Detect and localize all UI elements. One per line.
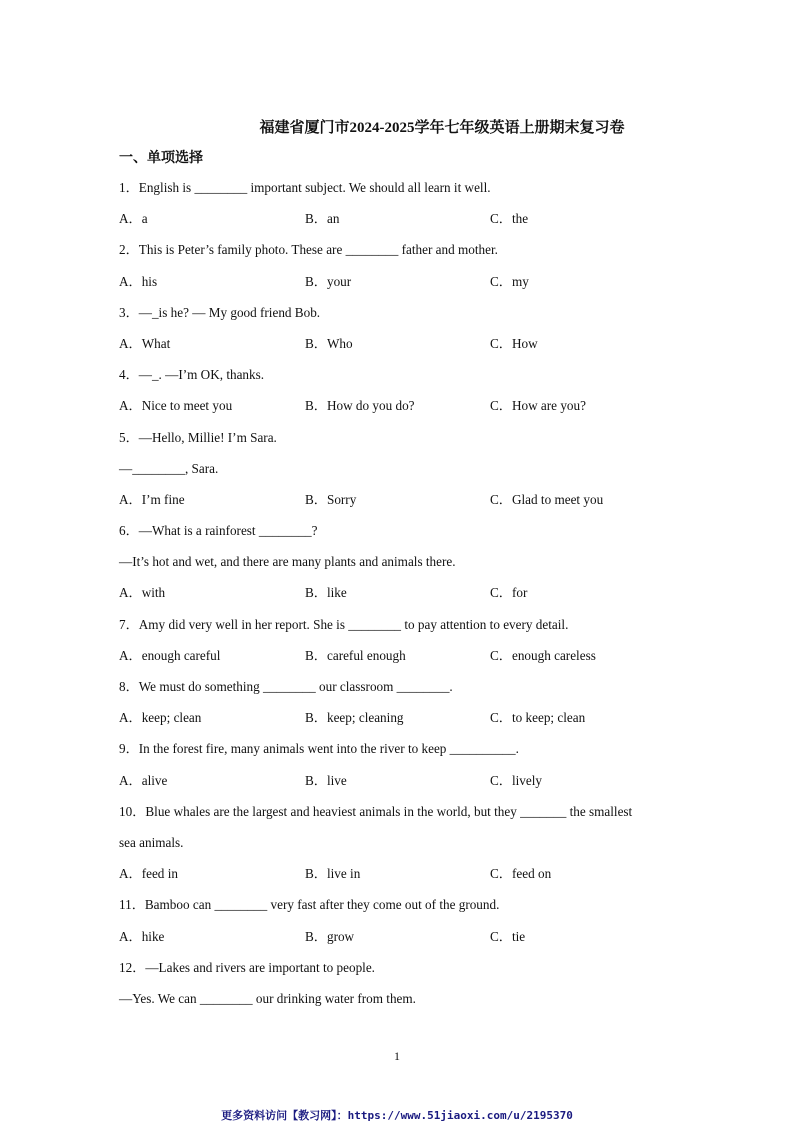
question-text: —________, Sara. [119, 460, 219, 476]
answer-option: A．with [119, 585, 166, 601]
answer-option: B．careful enough [305, 647, 406, 663]
question-text: 3．—_is he? — My good friend Bob. [119, 304, 321, 320]
question-text: —Yes. We can ________ our drinking water from them. [119, 990, 416, 1006]
question-item [119, 738, 689, 800]
page-number: 1 [394, 1049, 400, 1063]
question-text: 1．English is ________ important subject. We should all learn it well. [119, 180, 491, 195]
question-item [119, 239, 689, 301]
question-text: 9．In the forest fire, many animals went into the river to keep __________. [119, 741, 519, 757]
answer-option: A．keep; clean [119, 710, 202, 726]
question-item [119, 801, 689, 895]
question-item [119, 177, 689, 239]
answer-option: C．enough careless [490, 647, 596, 663]
options-row [119, 645, 689, 676]
answer-option: A．his [119, 273, 158, 289]
answer-option: B．your [305, 273, 352, 289]
question-item [119, 957, 689, 1019]
question-item [119, 520, 689, 614]
answer-option: A．hike [119, 928, 165, 944]
answer-option: C．for [490, 585, 528, 601]
answer-option: B．Sorry [305, 491, 357, 507]
options-row [119, 770, 689, 801]
answer-option: C．feed on [490, 866, 552, 882]
footer-link[interactable]: 更多资料访问【教习网】：https://www.51jiaoxi.com/u/2195370 [221, 1109, 573, 1122]
answer-option: B．keep; cleaning [305, 710, 404, 726]
answer-option: A．What [119, 335, 171, 351]
options-row [119, 395, 689, 426]
options-row [119, 333, 689, 364]
answer-option: C．the [490, 211, 529, 227]
options-row [119, 582, 689, 613]
question-text: sea animals. [119, 834, 184, 850]
answer-option: C．to keep; clean [490, 710, 586, 726]
answer-option: A．I’m fine [119, 491, 185, 507]
answer-option: C．my [490, 273, 529, 289]
answer-option: C．How are you? [490, 398, 586, 414]
options-row [119, 271, 689, 302]
question-text: 7．Amy did very well in her report. She is ________ to pay attention to every detail. [119, 616, 569, 632]
question-text: 5．—Hello, Millie! I’m Sara. [119, 429, 277, 445]
question-text: 4．—_. —I’m OK, thanks. [119, 367, 265, 383]
question-item [119, 614, 689, 676]
question-text: 11．Bamboo can ________ very fast after they come out of the ground. [119, 897, 500, 913]
answer-option: C．lively [490, 772, 543, 788]
section-heading: 一、单项选择 [119, 151, 203, 166]
question-text: 6．—What is a rainforest ________? [119, 523, 318, 539]
answer-option: B．like [305, 585, 347, 601]
question-item [119, 676, 689, 738]
options-row [119, 863, 689, 894]
options-row [119, 208, 689, 239]
answer-option: C．tie [490, 928, 526, 944]
question-text: —It’s hot and wet, and there are many plants and animals there. [119, 554, 456, 570]
question-item [119, 427, 689, 521]
answer-option: B．grow [305, 928, 355, 944]
answer-option: A．a [119, 211, 148, 227]
options-row [119, 926, 689, 957]
answer-option: C．How [490, 335, 538, 351]
answer-option: C．Glad to meet you [490, 491, 604, 507]
question-text: 10．Blue whales are the largest and heaviest animals in the world, but they _______ the smallest [119, 803, 633, 819]
question-item [119, 302, 689, 364]
answer-option: A．enough careful [119, 647, 221, 663]
options-row [119, 489, 689, 520]
answer-option: B．live [305, 772, 347, 788]
options-row [119, 707, 689, 738]
answer-option: B．live in [305, 866, 361, 882]
question-text: 12．—Lakes and rivers are important to people. [119, 959, 375, 975]
question-text: 2．This is Peter’s family photo. These are ________ father and mother. [119, 242, 498, 258]
question-item [119, 364, 689, 426]
question-item [119, 894, 689, 956]
document-title: 福建省厦门市2024-2025学年七年级英语上册期末复习卷 [259, 120, 625, 136]
answer-option: B．Who [305, 335, 353, 351]
answer-option: A．Nice to meet you [119, 398, 233, 414]
question-text: 8．We must do something ________ our classroom ________. [119, 679, 453, 694]
answer-option: B．How do you do? [305, 398, 415, 414]
question-list [119, 177, 689, 1019]
answer-option: B．an [305, 211, 340, 227]
answer-option: A．alive [119, 772, 168, 788]
answer-option: A．feed in [119, 866, 178, 882]
